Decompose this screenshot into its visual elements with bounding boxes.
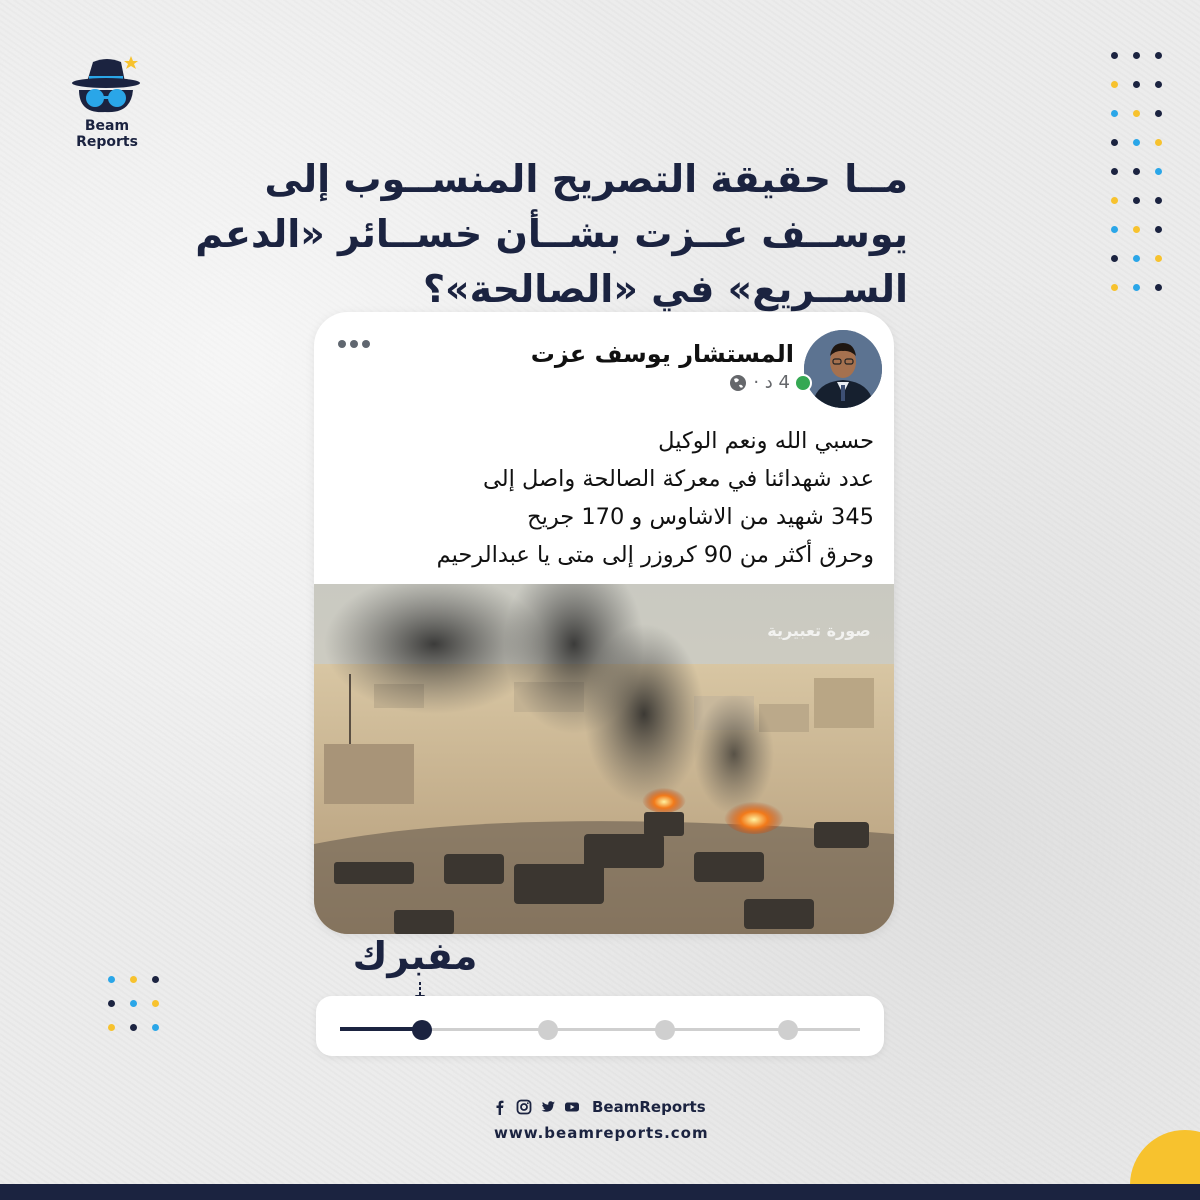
author-avatar[interactable] (804, 330, 882, 408)
brand-logo (52, 52, 162, 150)
globe-icon (729, 374, 747, 392)
bottom-bar (0, 1184, 1200, 1200)
post-meta (729, 372, 790, 393)
scale-point-4 (778, 1020, 798, 1040)
decorative-dots-left (108, 976, 159, 1031)
twitter-icon[interactable] (540, 1099, 556, 1115)
post-time: 4 د · (753, 372, 790, 393)
scale-point-2 (538, 1020, 558, 1040)
website-url[interactable]: www.beamreports.com (494, 1124, 709, 1142)
scale-progress (340, 1027, 422, 1031)
image-watermark: صورة تعبيرية (767, 621, 871, 640)
online-status-icon (794, 374, 812, 392)
facebook-icon[interactable] (492, 1099, 508, 1115)
social-post-card (314, 312, 894, 934)
post-body (334, 422, 874, 574)
social-handle: BeamReports (592, 1098, 706, 1116)
verdict-label: مفبرك (352, 934, 478, 978)
brand-name: Beam Reports (76, 118, 138, 150)
post-line: حسبي الله ونعم الوكيل (658, 428, 874, 454)
post-line: عدد شهدائنا في معركة الصالحة واصل إلى (482, 466, 874, 492)
social-links (492, 1098, 706, 1116)
youtube-icon[interactable] (564, 1099, 580, 1115)
post-line: 345 شهيد من الاشاوس و 170 جريح (527, 504, 874, 530)
scale-point-1 (412, 1020, 432, 1040)
verdict-scale (316, 996, 884, 1056)
more-options-icon[interactable] (336, 338, 372, 350)
decorative-dots-right (1111, 52, 1162, 291)
burning-vehicles-photo[interactable] (314, 584, 894, 934)
post-line: وحرق أكثر من 90 كروزر إلى متى يا عبدالرحيم (436, 542, 874, 568)
instagram-icon[interactable] (516, 1099, 532, 1115)
spy-hat-glasses-icon (65, 52, 149, 116)
scale-point-3 (655, 1020, 675, 1040)
page-title: مــا حقيقة التصريح المنســوب إلى يوســف عــزت بشــأن خســائر «الدعم الســريع» في «الصالحة»؟ (195, 157, 908, 311)
post-author-name[interactable]: المستشار يوسف عزت (530, 340, 794, 368)
